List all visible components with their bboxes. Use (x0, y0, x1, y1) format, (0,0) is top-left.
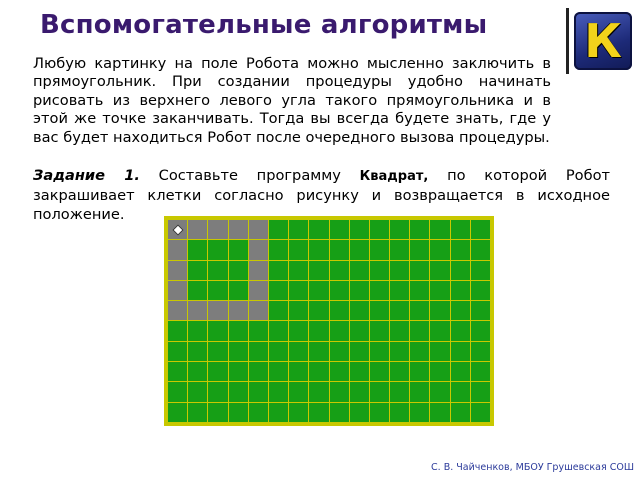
field-cell (471, 362, 490, 381)
field-cell (350, 382, 369, 401)
field-cell (269, 220, 288, 239)
field-cell (168, 321, 187, 340)
field-cell (410, 220, 429, 239)
task-text-before: Составьте программу (139, 167, 360, 184)
field-cell (451, 342, 470, 361)
field-cell (330, 362, 349, 381)
painted-cell (168, 261, 187, 280)
field-cell (309, 403, 328, 422)
painted-cell (188, 301, 207, 320)
field-cell (330, 301, 349, 320)
field-cell (370, 240, 389, 259)
painted-cell (168, 281, 187, 300)
field-cell (208, 362, 227, 381)
task-label: Задание 1. (33, 167, 140, 184)
field-cell (309, 382, 328, 401)
painted-cell (249, 240, 268, 259)
field-cell (188, 362, 207, 381)
field-cell (188, 281, 207, 300)
field-cell (289, 301, 308, 320)
painted-cell (249, 261, 268, 280)
painted-cell (168, 240, 187, 259)
painted-cell (208, 220, 227, 239)
field-cell (410, 240, 429, 259)
field-cell (168, 403, 187, 422)
slide-title: Вспомогательные алгоритмы (40, 10, 488, 40)
logo-area (566, 8, 634, 74)
field-cell (451, 362, 470, 381)
field-cell (350, 321, 369, 340)
field-cell (471, 281, 490, 300)
field-cell (229, 261, 248, 280)
field-cell (249, 321, 268, 340)
painted-cell (168, 301, 187, 320)
field-cell (410, 281, 429, 300)
field-cell (309, 240, 328, 259)
field-cell (289, 321, 308, 340)
field-cell (269, 240, 288, 259)
field-cell (229, 362, 248, 381)
field-cell (390, 382, 409, 401)
field-cell (289, 281, 308, 300)
field-cell (451, 403, 470, 422)
field-cell (370, 261, 389, 280)
robot-field (164, 216, 494, 426)
field-cell (390, 220, 409, 239)
field-cell (229, 342, 248, 361)
field-cell (309, 220, 328, 239)
field-cell (410, 362, 429, 381)
field-cell (249, 382, 268, 401)
field-cell (249, 362, 268, 381)
field-cell (430, 382, 449, 401)
field-cell (471, 321, 490, 340)
field-cell (430, 281, 449, 300)
field-cell (350, 281, 369, 300)
field-cell (430, 261, 449, 280)
field-cell (330, 281, 349, 300)
field-cell (188, 321, 207, 340)
field-cell (471, 342, 490, 361)
field-cell (350, 240, 369, 259)
field-cell (471, 301, 490, 320)
field-cell (309, 281, 328, 300)
field-cell (289, 403, 308, 422)
field-cell (289, 362, 308, 381)
field-cell (229, 321, 248, 340)
field-cell (188, 342, 207, 361)
field-cell (309, 321, 328, 340)
field-cell (370, 382, 389, 401)
field-cell (451, 382, 470, 401)
program-name: Квадрат, (359, 169, 429, 184)
field-cell (269, 403, 288, 422)
kumir-logo (574, 12, 632, 70)
field-cell (330, 342, 349, 361)
field-cell (390, 403, 409, 422)
field-cell (370, 220, 389, 239)
field-cell (390, 342, 409, 361)
field-cell (430, 362, 449, 381)
field-cell (168, 362, 187, 381)
field-cell (208, 321, 227, 340)
field-cell (330, 382, 349, 401)
field-cell (330, 261, 349, 280)
field-cell (208, 240, 227, 259)
field-cell (430, 301, 449, 320)
field-cell (410, 382, 429, 401)
field-cell (269, 321, 288, 340)
field-cell (269, 261, 288, 280)
field-cell (168, 342, 187, 361)
field-cell (390, 362, 409, 381)
field-cell (390, 301, 409, 320)
field-cell (471, 240, 490, 259)
field-cell (390, 281, 409, 300)
field-cell (430, 240, 449, 259)
field-cell (451, 281, 470, 300)
field-cell (229, 382, 248, 401)
field-cell (430, 403, 449, 422)
field-cell (188, 403, 207, 422)
painted-cell (188, 220, 207, 239)
field-cell (451, 261, 470, 280)
field-cell (350, 220, 369, 239)
field-cell (350, 362, 369, 381)
field-cell (350, 301, 369, 320)
field-cell (370, 281, 389, 300)
field-cell (289, 220, 308, 239)
field-cell (390, 321, 409, 340)
task-text-after: по которой Робот закрашивает клетки согласно рисунку и возвращается в исходное положение. (33, 167, 611, 223)
painted-cell (208, 301, 227, 320)
intro-paragraph: Любую картинку на поле Робота можно мысленно заключить в прямоугольник. При создании процедуры удобно начинать рисовать из верхнего левого угла такого прямоугольника и в этой же точке заканчивать. Тогда вы всегда будете знать, где у вас будет находиться Робот после очередного вызова процедуры. (33, 55, 551, 146)
field-cell (471, 220, 490, 239)
field-cell (471, 403, 490, 422)
field-cell (350, 261, 369, 280)
field-cell (330, 220, 349, 239)
field-cell (249, 342, 268, 361)
field-cell (350, 342, 369, 361)
field-cell (430, 220, 449, 239)
field-cell (430, 342, 449, 361)
field-cell (208, 281, 227, 300)
field-cell (208, 403, 227, 422)
field-cell (289, 261, 308, 280)
painted-cell (249, 281, 268, 300)
field-cell (390, 240, 409, 259)
field-cell (229, 403, 248, 422)
field-cell (309, 342, 328, 361)
field-cell (168, 382, 187, 401)
field-cell (208, 261, 227, 280)
field-cell (410, 261, 429, 280)
field-cell (309, 261, 328, 280)
field-cell (350, 403, 369, 422)
field-cell (269, 382, 288, 401)
field-cell (430, 321, 449, 340)
field-cell (370, 403, 389, 422)
painted-cell (229, 220, 248, 239)
painted-cell (249, 220, 268, 239)
field-cell (269, 362, 288, 381)
field-cell (451, 220, 470, 239)
field-cell (208, 342, 227, 361)
field-cell (269, 281, 288, 300)
field-cell (410, 342, 429, 361)
field-cell (410, 403, 429, 422)
field-cell (229, 240, 248, 259)
field-cell (309, 301, 328, 320)
field-cell (289, 240, 308, 259)
painted-cell (249, 301, 268, 320)
field-cell (390, 261, 409, 280)
field-cell (451, 301, 470, 320)
field-cell (289, 342, 308, 361)
field-cell (471, 261, 490, 280)
field-cell (208, 382, 227, 401)
field-cell (309, 362, 328, 381)
field-cell (188, 382, 207, 401)
field-cell (451, 321, 470, 340)
field-cell (249, 403, 268, 422)
divider-line (566, 8, 569, 74)
robot-icon (172, 224, 183, 235)
painted-cell (168, 220, 187, 239)
field-cell (269, 342, 288, 361)
field-cell (370, 321, 389, 340)
field-cell (370, 342, 389, 361)
field-cell (370, 301, 389, 320)
field-cell (330, 240, 349, 259)
field-cell (330, 403, 349, 422)
field-cell (410, 321, 429, 340)
field-cell (188, 261, 207, 280)
field-cell (269, 301, 288, 320)
field-cell (471, 382, 490, 401)
painted-cell (229, 301, 248, 320)
author-credit: С. В. Чайченков, МБОУ Грушевская СОШ (431, 462, 634, 473)
field-cell (330, 321, 349, 340)
logo-letter: К (584, 14, 622, 68)
field-cell (229, 281, 248, 300)
field-cell (289, 382, 308, 401)
field-cell (370, 362, 389, 381)
field-cell (451, 240, 470, 259)
field-cell (410, 301, 429, 320)
field-cell (188, 240, 207, 259)
